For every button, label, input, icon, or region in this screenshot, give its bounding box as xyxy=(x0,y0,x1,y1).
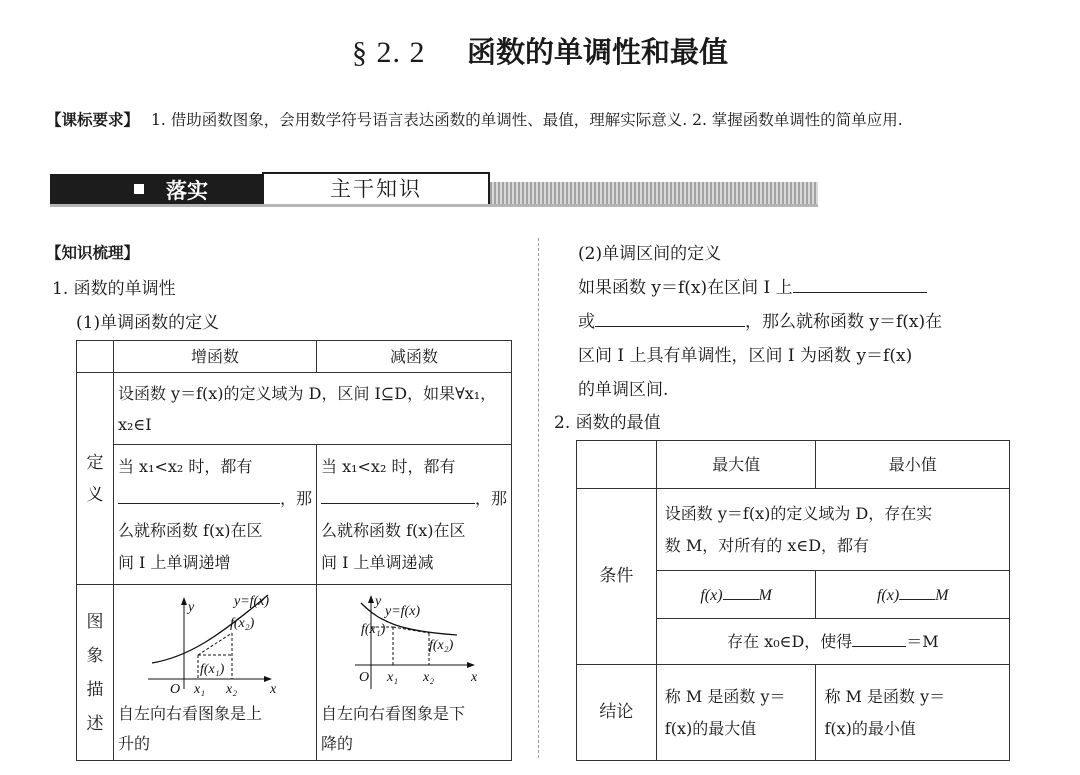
max-ineq-right: M xyxy=(758,586,772,604)
banner-right-label: 主干知识 xyxy=(262,172,490,206)
dec-conclusion-1: 么就称函数 f(x)在区 xyxy=(320,520,466,540)
extrema-table xyxy=(576,440,1010,761)
origin-label: O xyxy=(358,670,370,685)
answer-blank xyxy=(852,631,906,647)
interval-line-1-text: 如果函数 y＝f(x)在区间 I 上 xyxy=(578,278,793,298)
section-number: § 2. 2 xyxy=(351,36,426,69)
requirement-tag: 【课标要求】 xyxy=(46,111,140,129)
increasing-graph xyxy=(118,589,310,699)
min-conclusion-2: f(x)的最小值 xyxy=(824,718,916,738)
min-ineq-left: f(x) xyxy=(876,586,900,604)
decreasing-graph xyxy=(321,589,507,699)
page-title xyxy=(0,30,1080,71)
tick-x2: x₂ xyxy=(422,670,435,685)
point-upper-label: f(x₂) xyxy=(229,616,255,631)
curriculum-requirement xyxy=(46,108,903,130)
col-min: 最小值 xyxy=(816,441,1010,489)
max-conclusion-cell xyxy=(656,665,816,761)
table-row xyxy=(77,445,512,585)
heading-extrema: 2. 函数的最值 xyxy=(554,413,661,433)
table-header-row xyxy=(577,441,1010,489)
interval-line-3: 区间 I 上具有单调性，区间 I 为函数 y＝f(x) xyxy=(578,346,913,366)
row-conclusion-label: 结论 xyxy=(577,665,657,761)
dec-suffix: ，那 xyxy=(474,488,507,508)
monotonicity-table xyxy=(76,340,512,761)
guide-secant xyxy=(393,627,429,633)
col-increasing: 增函数 xyxy=(113,341,316,373)
increasing-definition-cell xyxy=(113,445,316,585)
tick-x1: x₁ xyxy=(386,670,399,685)
table-header-row xyxy=(77,341,512,373)
inc-conclusion-2: 间 I 上单调递增 xyxy=(117,552,231,572)
condition-line-1: 设函数 y＝f(x)的定义域为 D，存在实 xyxy=(664,503,933,523)
condition-shared-cell xyxy=(656,489,1009,571)
origin-label: O xyxy=(169,682,181,697)
point-upper-label: f(x₁) xyxy=(360,622,386,637)
heading-monotone-definition: (1)单调函数的定义 xyxy=(76,313,220,333)
section-title: 函数的单调性和最值 xyxy=(467,35,729,69)
banner-dark-block xyxy=(50,174,262,204)
curve-label: y=f(x) xyxy=(384,604,421,619)
point-lower-label: f(x₁) xyxy=(199,662,225,677)
increasing-graph-cell xyxy=(113,585,316,761)
banner-texture xyxy=(490,182,818,204)
y-axis-arrow xyxy=(368,595,374,603)
banner-underline xyxy=(50,204,818,207)
tick-x2: x₂ xyxy=(225,682,238,697)
interval-line-4: 的单调区间. xyxy=(578,380,669,400)
condition-line-2: 数 M，对所有的 x∈D，都有 xyxy=(664,535,870,555)
heading-monotonicity: 1. 函数的单调性 xyxy=(52,279,176,299)
answer-blank xyxy=(595,311,745,327)
table-row xyxy=(577,489,1010,571)
requirement-text: 1. 借助函数图象，会用数学符号语言表达函数的单调性、最值，理解实际意义. 2. 掌握函数单调性的简单应用. xyxy=(151,111,903,129)
row-definition-label xyxy=(77,373,114,585)
section-banner xyxy=(50,172,818,206)
curve-label: y=f(x) xyxy=(233,594,270,609)
decreasing-definition-cell xyxy=(316,445,511,585)
inc-suffix: ，那 xyxy=(279,488,312,508)
definition-shared-cell: 设函数 y＝f(x)的定义域为 D，区间 I⊆D，如果∀x₁，x₂∈I xyxy=(113,373,511,445)
exists-cell xyxy=(656,619,1009,665)
answer-blank xyxy=(899,584,935,600)
min-conclusion-1: 称 M 是函数 y＝ xyxy=(824,686,946,706)
heading-interval-definition: (2)单调区间的定义 xyxy=(578,244,722,264)
max-conclusion-1: 称 M 是函数 y＝ xyxy=(664,686,786,706)
dec-desc-2: 降的 xyxy=(320,734,353,753)
table-row xyxy=(77,373,512,445)
tick-x1: x₁ xyxy=(193,682,206,697)
min-inequality-cell xyxy=(816,571,1010,619)
table-corner-cell xyxy=(577,441,657,489)
answer-blank xyxy=(118,488,280,504)
min-conclusion-cell xyxy=(816,665,1010,761)
row-condition-label: 条件 xyxy=(577,489,657,665)
interval-line-2-prefix: 或 xyxy=(578,312,595,332)
col-max: 最大值 xyxy=(656,441,816,489)
definition-label-text: 定 义 xyxy=(86,452,104,505)
decreasing-graph-cell xyxy=(316,585,511,761)
max-conclusion-2: f(x)的最大值 xyxy=(664,718,757,738)
max-ineq-left: f(x) xyxy=(700,586,723,604)
interval-line-1 xyxy=(578,273,927,298)
answer-blank xyxy=(723,584,759,600)
y-label: y xyxy=(374,594,382,609)
x-axis-arrow xyxy=(467,662,475,668)
column-divider xyxy=(538,238,539,758)
dec-conclusion-2: 间 I 上单调递减 xyxy=(320,552,434,572)
knowledge-tag: 【知识梳理】 xyxy=(46,244,140,262)
inc-conclusion-1: 么就称函数 f(x)在区 xyxy=(117,520,263,540)
table-corner-cell xyxy=(77,341,114,373)
banner-left-label: 落实 xyxy=(166,179,208,203)
x-label: x xyxy=(470,670,478,685)
max-inequality-cell xyxy=(656,571,816,619)
col-decreasing: 减函数 xyxy=(316,341,511,373)
square-bullet-icon xyxy=(134,184,144,194)
row-graph-label xyxy=(77,585,114,761)
dec-condition: 当 x₁<x₂ 时，都有 xyxy=(320,456,456,476)
min-ineq-right: M xyxy=(935,586,949,604)
inc-condition: 当 x₁<x₂ 时，都有 xyxy=(117,456,253,476)
answer-blank xyxy=(321,488,475,504)
inc-blank-line xyxy=(118,483,312,515)
inc-desc-2: 升的 xyxy=(117,734,150,753)
table-row xyxy=(77,585,512,761)
interval-line-2-suffix: ，那么就称函数 y＝f(x)在 xyxy=(745,312,943,332)
interval-line-2 xyxy=(578,307,942,332)
table-row xyxy=(577,665,1010,761)
x-label: x xyxy=(269,682,277,697)
inc-desc-1: 自左向右看图象是上 xyxy=(117,704,262,723)
answer-blank xyxy=(793,277,927,293)
point-lower-label: f(x₂) xyxy=(428,638,454,653)
dec-blank-line xyxy=(321,483,507,515)
exists-prefix: 存在 x₀∈D，使得 xyxy=(727,632,853,651)
exists-suffix: ＝M xyxy=(906,632,939,651)
y-axis-arrow xyxy=(181,597,187,605)
dec-desc-1: 自左向右看图象是下 xyxy=(320,704,465,723)
y-label: y xyxy=(187,600,195,615)
graph-label-text: 图 象 描 述 xyxy=(86,611,104,734)
